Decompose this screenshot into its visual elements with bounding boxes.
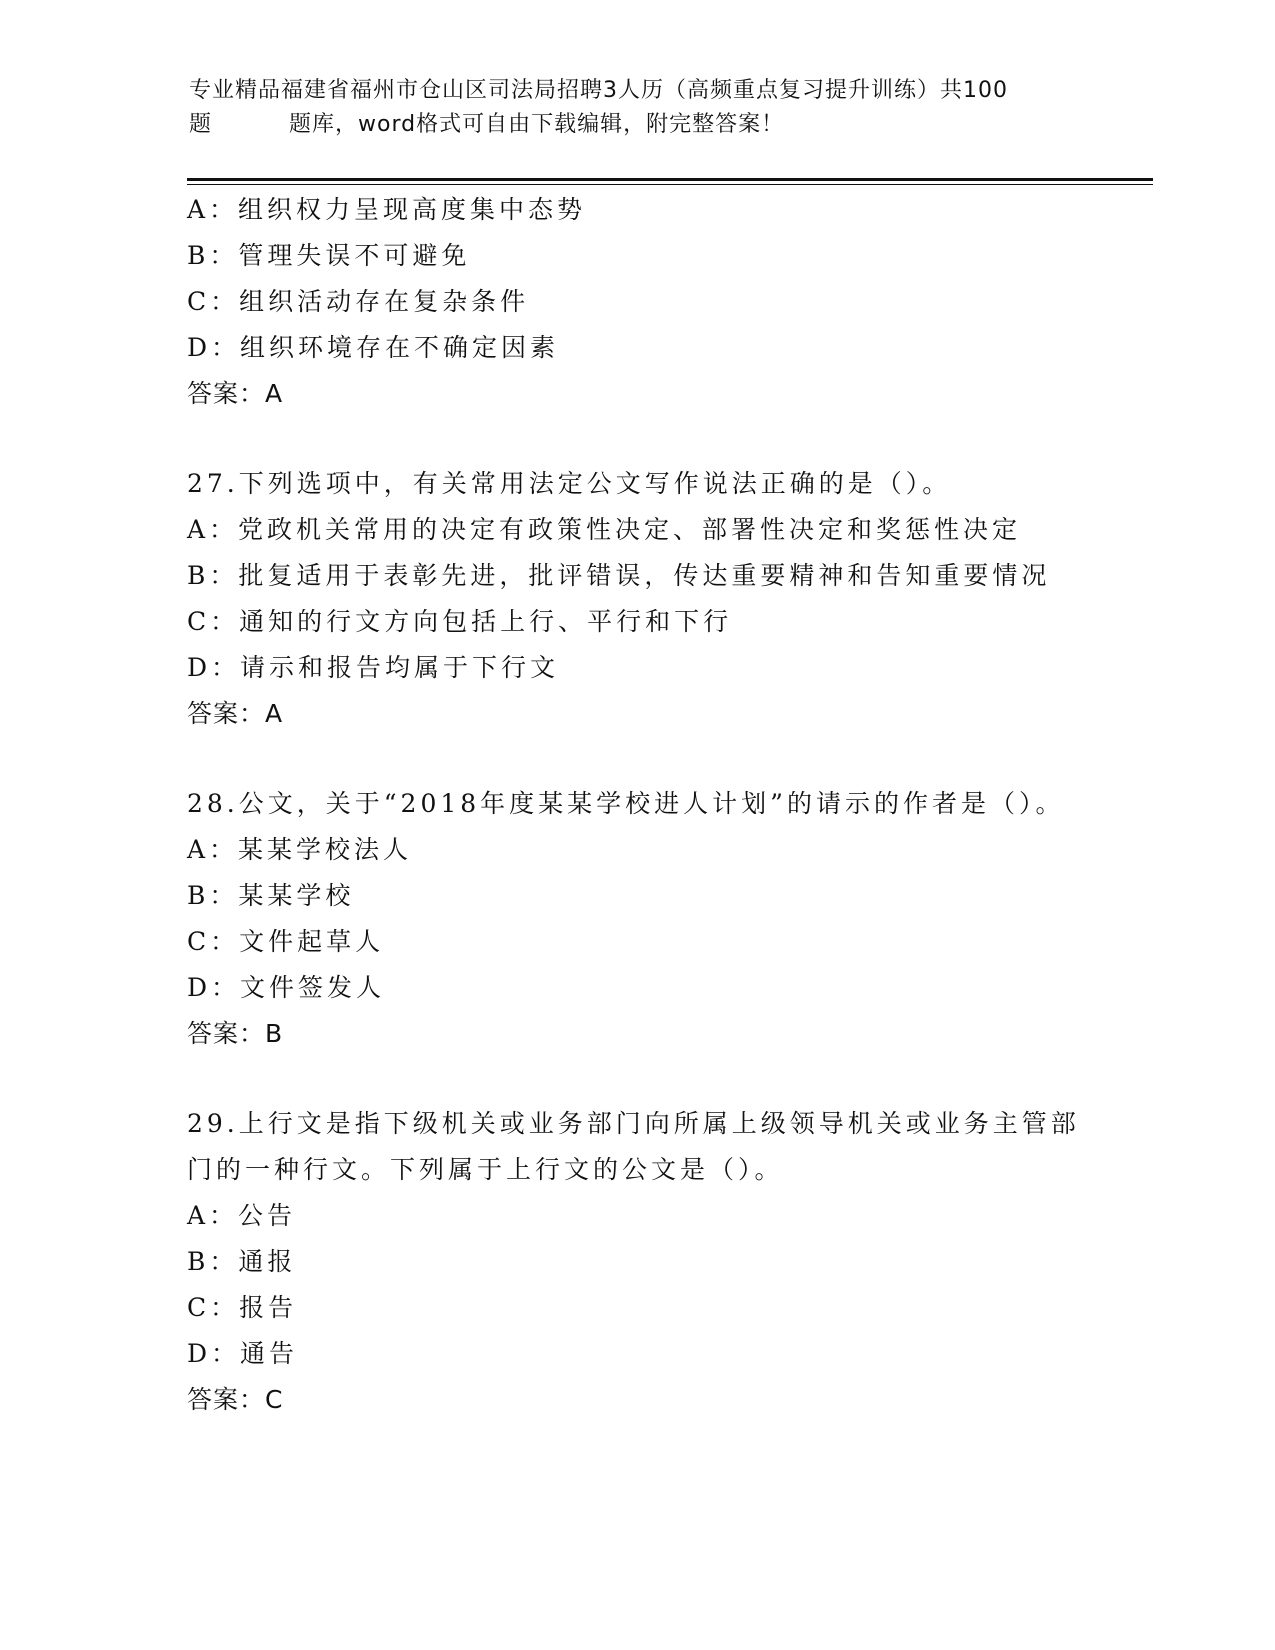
question-stem: 28.公文，关于“2018年度某某学校进人计划”的请示的作者是（）。 bbox=[187, 789, 1065, 818]
option-b: B：某某学校 bbox=[187, 881, 355, 910]
header-divider-thin bbox=[187, 184, 1153, 185]
option-a: A：党政机关常用的决定有政策性决定、部署性决定和奖惩性决定 bbox=[187, 515, 1022, 544]
question-26-block bbox=[187, 187, 1087, 417]
document-header bbox=[189, 74, 1089, 142]
option-a: A：组织权力呈现高度集中态势 bbox=[187, 195, 587, 224]
question-stem-line2: 门的一种行文。下列属于上行文的公文是（）。 bbox=[187, 1155, 784, 1184]
question-29-block bbox=[187, 1101, 1087, 1423]
question-content bbox=[187, 187, 1087, 1423]
spacer bbox=[187, 417, 1087, 461]
answer-line: 答案：C bbox=[187, 1385, 284, 1414]
option-b: B：批复适用于表彰先进，批评错误，传达重要精神和告知重要情况 bbox=[187, 561, 1051, 590]
header-title-line2-left: 题 bbox=[189, 112, 213, 137]
question-stem: 27.下列选项中，有关常用法定公文写作说法正确的是（）。 bbox=[187, 469, 952, 498]
header-title-line1: 专业精品福建省福州市仓山区司法局招聘3人历（高频重点复习提升训练）共100 bbox=[189, 78, 1008, 103]
option-d: D：组织环境存在不确定因素 bbox=[187, 333, 560, 362]
header-divider bbox=[187, 178, 1153, 185]
option-d: D：通告 bbox=[187, 1339, 299, 1368]
answer-line: 答案：A bbox=[187, 699, 284, 728]
spacer bbox=[187, 737, 1087, 781]
spacer bbox=[187, 1057, 1087, 1101]
answer-line: 答案：A bbox=[187, 379, 284, 408]
question-28-block bbox=[187, 781, 1087, 1057]
answer-line: 答案：B bbox=[187, 1019, 284, 1048]
option-a: A：某某学校法人 bbox=[187, 835, 413, 864]
option-c: C：组织活动存在复杂条件 bbox=[187, 287, 530, 316]
option-c: C：报告 bbox=[187, 1293, 298, 1322]
option-d: D：请示和报告均属于下行文 bbox=[187, 653, 560, 682]
header-title-line2 bbox=[189, 108, 1089, 142]
header-divider-thick bbox=[187, 178, 1153, 181]
option-a: A：公告 bbox=[187, 1201, 297, 1230]
option-c: C：通知的行文方向包括上行、平行和下行 bbox=[187, 607, 733, 636]
header-title-line2-right: 题库，word格式可自由下载编辑，附完整答案！ bbox=[289, 112, 785, 137]
option-d: D：文件签发人 bbox=[187, 973, 386, 1002]
option-b: B：管理失误不可避免 bbox=[187, 241, 471, 270]
option-c: C：文件起草人 bbox=[187, 927, 385, 956]
question-stem-line1: 29.上行文是指下级机关或业务部门向所属上级领导机关或业务主管部 bbox=[187, 1109, 1080, 1138]
question-27-block bbox=[187, 461, 1087, 737]
option-b: B：通报 bbox=[187, 1247, 297, 1276]
